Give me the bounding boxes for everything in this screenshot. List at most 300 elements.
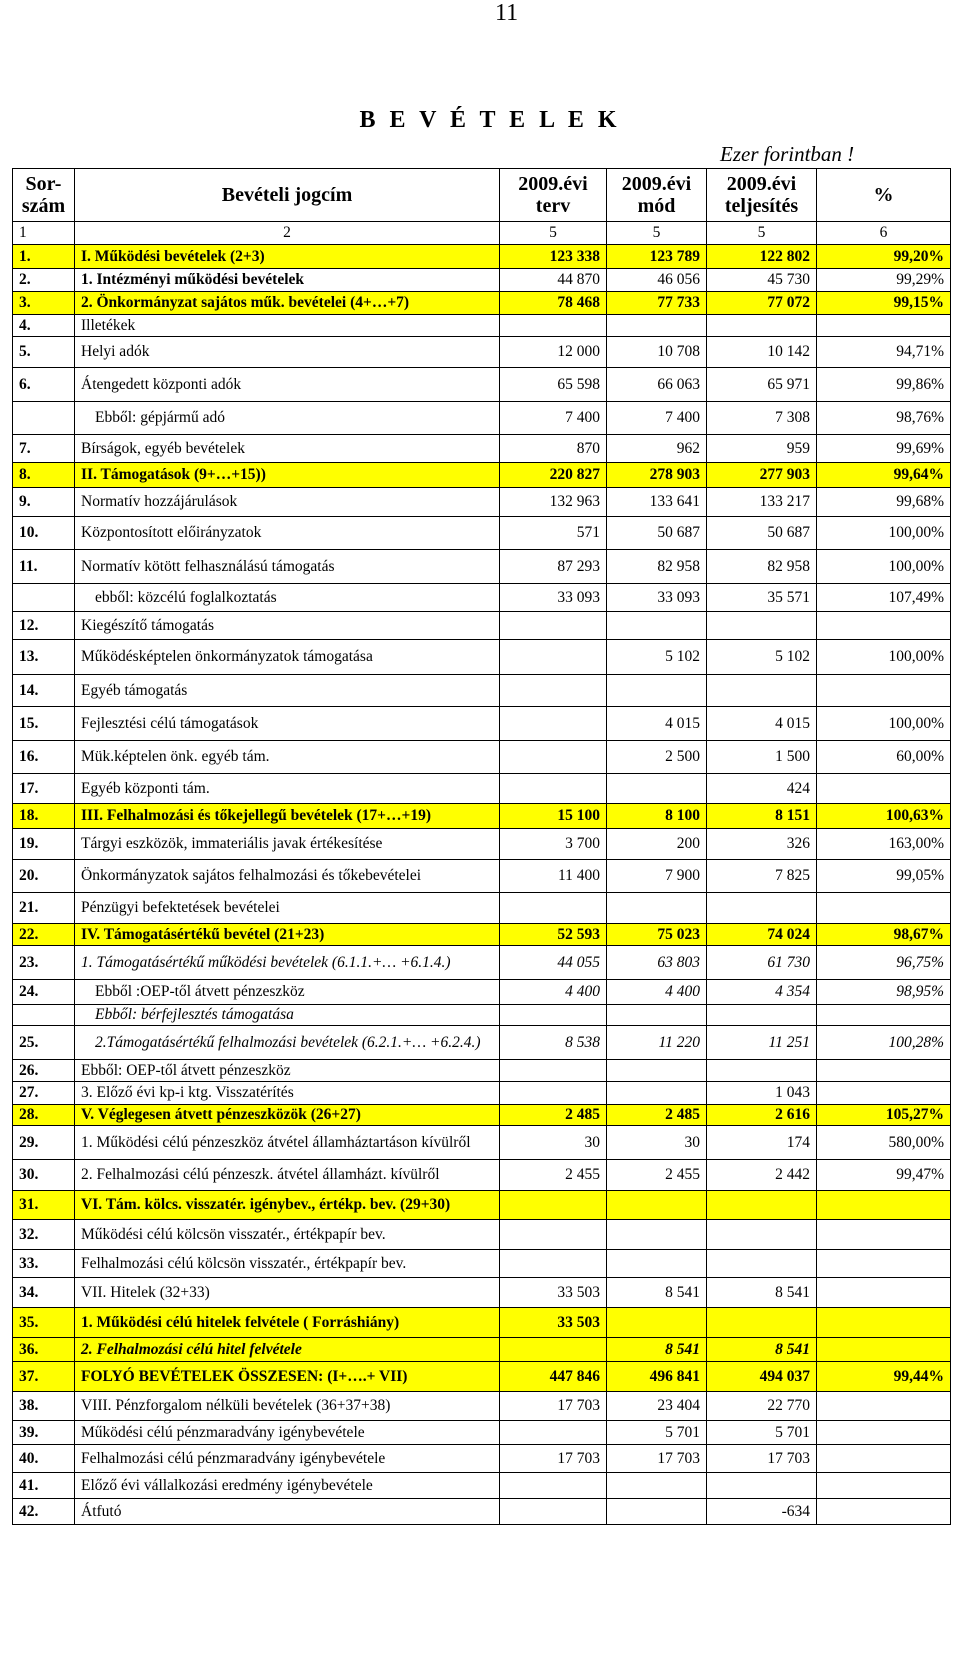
value-terv: 17 703 [500, 1392, 607, 1421]
value-mod: 7 400 [607, 402, 707, 435]
value-pct [817, 1250, 951, 1278]
table-row [13, 893, 951, 924]
row-name: 1. Működési célú pénzeszköz átvétel államháztartáson kívülről [75, 1126, 500, 1160]
table-row [13, 1126, 951, 1160]
table-row [13, 1445, 951, 1473]
table-row [13, 1082, 951, 1105]
row-number: 23. [13, 946, 75, 980]
row-name: 1. Intézményi működési bevételek [75, 269, 500, 292]
value-mod: 33 093 [607, 584, 707, 612]
table-row [13, 517, 951, 550]
value-terv: 220 827 [500, 463, 607, 488]
row-number: 40. [13, 1445, 75, 1473]
value-terv: 44 055 [500, 946, 607, 980]
table-row [13, 946, 951, 980]
value-telj: 494 037 [707, 1362, 817, 1392]
row-number [13, 584, 75, 612]
table-row [13, 1026, 951, 1060]
value-telj: 8 151 [707, 804, 817, 829]
value-pct: 580,00% [817, 1126, 951, 1160]
row-number: 25. [13, 1026, 75, 1060]
value-terv [500, 1060, 607, 1082]
value-mod: 123 789 [607, 245, 707, 269]
table-row [13, 1473, 951, 1499]
value-terv: 8 538 [500, 1026, 607, 1060]
value-telj: 2 442 [707, 1160, 817, 1191]
row-name: Tárgyi eszközök, immateriális javak értékesítése [75, 829, 500, 860]
value-mod: 5 102 [607, 640, 707, 675]
row-number: 38. [13, 1392, 75, 1421]
value-mod: 7 900 [607, 860, 707, 893]
value-telj: 22 770 [707, 1392, 817, 1421]
value-terv: 11 400 [500, 860, 607, 893]
value-telj: 424 [707, 774, 817, 804]
value-pct: 163,00% [817, 829, 951, 860]
table-row [13, 1005, 951, 1026]
value-telj: 277 903 [707, 463, 817, 488]
row-name: Működési célú kölcsön visszatér., értékpapír bev. [75, 1220, 500, 1250]
value-terv: 65 598 [500, 368, 607, 402]
row-number: 5. [13, 337, 75, 368]
value-telj: 4 354 [707, 980, 817, 1005]
row-number: 11. [13, 550, 75, 584]
value-telj [707, 1250, 817, 1278]
row-name: V. Véglegesen átvett pénzeszközök (26+27) [75, 1105, 500, 1126]
value-terv: 571 [500, 517, 607, 550]
row-number: 35. [13, 1308, 75, 1338]
table-row [13, 1220, 951, 1250]
value-pct [817, 1220, 951, 1250]
value-pct: 98,76% [817, 402, 951, 435]
value-terv: 78 468 [500, 292, 607, 315]
value-pct: 98,67% [817, 924, 951, 946]
value-terv [500, 1005, 607, 1026]
value-telj: 61 730 [707, 946, 817, 980]
value-pct [817, 315, 951, 337]
value-pct: 99,86% [817, 368, 951, 402]
row-name: Egyéb központi tám. [75, 774, 500, 804]
value-terv: 2 485 [500, 1105, 607, 1126]
table-row [13, 292, 951, 315]
row-number: 37. [13, 1362, 75, 1392]
row-number: 6. [13, 368, 75, 402]
table-row [13, 1191, 951, 1220]
table-row [13, 924, 951, 946]
value-telj: 959 [707, 435, 817, 463]
colnum-cell: 5 [500, 222, 607, 245]
value-pct [817, 1308, 951, 1338]
value-telj [707, 612, 817, 640]
value-telj: -634 [707, 1499, 817, 1525]
value-mod [607, 1250, 707, 1278]
value-telj: 17 703 [707, 1445, 817, 1473]
row-number: 26. [13, 1060, 75, 1082]
row-number: 9. [13, 488, 75, 517]
value-pct [817, 1421, 951, 1445]
row-name: I. Működési bevételek (2+3) [75, 245, 500, 269]
value-pct: 96,75% [817, 946, 951, 980]
row-number: 4. [13, 315, 75, 337]
value-terv: 132 963 [500, 488, 607, 517]
row-number: 28. [13, 1105, 75, 1126]
value-telj: 174 [707, 1126, 817, 1160]
value-pct: 99,05% [817, 860, 951, 893]
value-terv: 12 000 [500, 337, 607, 368]
table-row [13, 1278, 951, 1308]
row-name: 1. Működési célú hitelek felvétele ( Forráshiány) [75, 1308, 500, 1338]
row-number: 30. [13, 1160, 75, 1191]
row-name: Mük.képtelen önk. egyéb tám. [75, 741, 500, 774]
value-pct: 100,00% [817, 640, 951, 675]
value-mod [607, 1082, 707, 1105]
page-title: B E V É T E L E K [359, 107, 621, 133]
value-mod [607, 612, 707, 640]
table-row [13, 488, 951, 517]
table-row [13, 1499, 951, 1525]
row-name: FOLYÓ BEVÉTELEK ÖSSZESEN: (I+….+ VII) [75, 1362, 500, 1392]
row-number: 19. [13, 829, 75, 860]
value-pct [817, 675, 951, 707]
row-number: 33. [13, 1250, 75, 1278]
value-terv: 15 100 [500, 804, 607, 829]
table-row [13, 640, 951, 675]
row-number: 15. [13, 707, 75, 741]
value-mod: 4 015 [607, 707, 707, 741]
value-pct: 107,49% [817, 584, 951, 612]
value-mod: 8 100 [607, 804, 707, 829]
value-telj: 77 072 [707, 292, 817, 315]
value-terv: 33 503 [500, 1278, 607, 1308]
row-name: Kiegészítő támogatás [75, 612, 500, 640]
value-pct [817, 893, 951, 924]
page-number: 11 [495, 0, 519, 26]
value-mod: 77 733 [607, 292, 707, 315]
value-terv [500, 1220, 607, 1250]
value-pct: 99,15% [817, 292, 951, 315]
value-terv: 30 [500, 1126, 607, 1160]
row-number: 17. [13, 774, 75, 804]
value-mod [607, 1499, 707, 1525]
row-number: 22. [13, 924, 75, 946]
table-row [13, 707, 951, 741]
table-row [13, 774, 951, 804]
value-telj: 65 971 [707, 368, 817, 402]
row-name: Átengedett központi adók [75, 368, 500, 402]
row-name: VII. Hitelek (32+33) [75, 1278, 500, 1308]
value-terv: 33 093 [500, 584, 607, 612]
value-terv [500, 774, 607, 804]
value-terv: 447 846 [500, 1362, 607, 1392]
value-terv: 87 293 [500, 550, 607, 584]
value-mod: 278 903 [607, 463, 707, 488]
table-row [13, 980, 951, 1005]
table-row [13, 1160, 951, 1191]
value-mod [607, 1060, 707, 1082]
row-number: 10. [13, 517, 75, 550]
row-number: 34. [13, 1278, 75, 1308]
value-pct: 100,00% [817, 517, 951, 550]
value-telj: 5 102 [707, 640, 817, 675]
row-number [13, 402, 75, 435]
value-terv: 7 400 [500, 402, 607, 435]
value-mod: 50 687 [607, 517, 707, 550]
table-row [13, 1105, 951, 1126]
row-name: Felhalmozási célú kölcsön visszatér., értékpapír bev. [75, 1250, 500, 1278]
value-mod: 5 701 [607, 1421, 707, 1445]
value-telj: 11 251 [707, 1026, 817, 1060]
colnum-cell: 5 [707, 222, 817, 245]
table-row [13, 550, 951, 584]
value-terv [500, 1338, 607, 1362]
table-row [13, 402, 951, 435]
revenue-table [12, 168, 951, 1525]
row-number: 39. [13, 1421, 75, 1445]
header-mod: 2009.évi mód [607, 169, 707, 222]
value-terv [500, 1499, 607, 1525]
value-mod [607, 315, 707, 337]
value-mod [607, 774, 707, 804]
value-mod: 75 023 [607, 924, 707, 946]
value-pct: 94,71% [817, 337, 951, 368]
row-number: 21. [13, 893, 75, 924]
table-row [13, 1250, 951, 1278]
row-name: II. Támogatások (9+…+15)) [75, 463, 500, 488]
row-number: 1. [13, 245, 75, 269]
table-row [13, 269, 951, 292]
value-telj [707, 893, 817, 924]
table-row [13, 612, 951, 640]
value-telj: 50 687 [707, 517, 817, 550]
value-terv [500, 1421, 607, 1445]
row-name: ebből: közcélú foglalkoztatás [75, 584, 500, 612]
row-name: Illetékek [75, 315, 500, 337]
value-mod [607, 1473, 707, 1499]
row-number: 42. [13, 1499, 75, 1525]
value-pct: 98,95% [817, 980, 951, 1005]
value-pct: 99,64% [817, 463, 951, 488]
row-number: 12. [13, 612, 75, 640]
value-terv [500, 741, 607, 774]
value-pct: 60,00% [817, 741, 951, 774]
row-number: 2. [13, 269, 75, 292]
table-row [13, 829, 951, 860]
column-number-row [13, 222, 951, 245]
value-telj [707, 1060, 817, 1082]
value-pct: 99,20% [817, 245, 951, 269]
table-row [13, 1362, 951, 1392]
value-terv: 123 338 [500, 245, 607, 269]
row-number: 36. [13, 1338, 75, 1362]
row-number: 8. [13, 463, 75, 488]
value-telj: 1 043 [707, 1082, 817, 1105]
row-name: 2.Támogatásértékű felhalmozási bevételek (6.2.1.+… +6.2.4.) [75, 1026, 500, 1060]
value-telj: 8 541 [707, 1278, 817, 1308]
value-telj: 82 958 [707, 550, 817, 584]
value-mod: 2 500 [607, 741, 707, 774]
colnum-cell: 1 [13, 222, 75, 245]
colnum-cell: 2 [75, 222, 500, 245]
row-number: 27. [13, 1082, 75, 1105]
header-name: Bevételi jogcím [75, 169, 500, 222]
table-row [13, 1308, 951, 1338]
value-terv [500, 1191, 607, 1220]
value-mod: 46 056 [607, 269, 707, 292]
value-mod: 23 404 [607, 1392, 707, 1421]
value-telj [707, 1191, 817, 1220]
value-terv: 4 400 [500, 980, 607, 1005]
table-row [13, 804, 951, 829]
value-pct [817, 1338, 951, 1362]
table-row [13, 741, 951, 774]
row-name: Helyi adók [75, 337, 500, 368]
row-name: 3. Előző évi kp-i ktg. Visszatérítés [75, 1082, 500, 1105]
row-name: Normatív hozzájárulások [75, 488, 500, 517]
value-telj: 10 142 [707, 337, 817, 368]
value-telj: 8 541 [707, 1338, 817, 1362]
value-telj: 7 308 [707, 402, 817, 435]
value-pct: 99,29% [817, 269, 951, 292]
table-row [13, 245, 951, 269]
header-telj: 2009.évi teljesítés [707, 169, 817, 222]
value-pct [817, 1473, 951, 1499]
value-mod [607, 1308, 707, 1338]
value-mod: 133 641 [607, 488, 707, 517]
row-name: Működési célú pénzmaradvány igénybevétele [75, 1421, 500, 1445]
value-telj: 45 730 [707, 269, 817, 292]
row-name: Pénzügyi befektetések bevételei [75, 893, 500, 924]
value-terv [500, 1250, 607, 1278]
table-row [13, 1421, 951, 1445]
colnum-cell: 5 [607, 222, 707, 245]
row-number: 3. [13, 292, 75, 315]
colnum-cell: 6 [817, 222, 951, 245]
value-mod: 200 [607, 829, 707, 860]
table-row [13, 860, 951, 893]
value-telj: 35 571 [707, 584, 817, 612]
value-terv: 33 503 [500, 1308, 607, 1338]
value-terv: 3 700 [500, 829, 607, 860]
row-name: VI. Tám. kölcs. visszatér. igénybev., értékp. bev. (29+30) [75, 1191, 500, 1220]
table-row [13, 337, 951, 368]
row-number: 18. [13, 804, 75, 829]
row-name: Működésképtelen önkormányzatok támogatása [75, 640, 500, 675]
value-mod [607, 675, 707, 707]
table-row [13, 1060, 951, 1082]
value-telj [707, 675, 817, 707]
row-number: 14. [13, 675, 75, 707]
table-row [13, 315, 951, 337]
value-mod: 2 455 [607, 1160, 707, 1191]
value-telj: 122 802 [707, 245, 817, 269]
row-name: III. Felhalmozási és tőkejellegű bevételek (17+…+19) [75, 804, 500, 829]
value-telj: 74 024 [707, 924, 817, 946]
row-number: 29. [13, 1126, 75, 1160]
value-pct [817, 1191, 951, 1220]
value-telj: 2 616 [707, 1105, 817, 1126]
value-pct: 100,63% [817, 804, 951, 829]
value-mod: 2 485 [607, 1105, 707, 1126]
value-mod: 10 708 [607, 337, 707, 368]
row-name: Fejlesztési célú támogatások [75, 707, 500, 741]
value-pct [817, 1060, 951, 1082]
value-terv [500, 893, 607, 924]
row-number [13, 1005, 75, 1026]
value-terv [500, 675, 607, 707]
value-mod [607, 1220, 707, 1250]
row-number: 32. [13, 1220, 75, 1250]
value-telj: 7 825 [707, 860, 817, 893]
row-name: Egyéb támogatás [75, 675, 500, 707]
value-telj: 4 015 [707, 707, 817, 741]
value-telj [707, 1220, 817, 1250]
value-terv [500, 315, 607, 337]
value-telj [707, 1308, 817, 1338]
value-pct: 99,68% [817, 488, 951, 517]
row-name: Átfutó [75, 1499, 500, 1525]
row-name: Ebből: bérfejlesztés támogatása [75, 1005, 500, 1026]
value-telj: 133 217 [707, 488, 817, 517]
row-number: 7. [13, 435, 75, 463]
row-name: 1. Támogatásértékű működési bevételek (6.1.1.+… +6.1.4.) [75, 946, 500, 980]
value-terv [500, 612, 607, 640]
row-name: Bírságok, egyéb bevételek [75, 435, 500, 463]
row-name: Előző évi vállalkozási eredmény igénybevétele [75, 1473, 500, 1499]
table-row [13, 463, 951, 488]
value-pct: 99,69% [817, 435, 951, 463]
table-row [13, 368, 951, 402]
value-terv: 870 [500, 435, 607, 463]
row-name: Felhalmozási célú pénzmaradvány igénybevétele [75, 1445, 500, 1473]
value-mod: 66 063 [607, 368, 707, 402]
value-mod: 4 400 [607, 980, 707, 1005]
value-terv [500, 640, 607, 675]
value-pct [817, 1392, 951, 1421]
table-row [13, 1392, 951, 1421]
row-number: 13. [13, 640, 75, 675]
value-mod: 63 803 [607, 946, 707, 980]
row-name: Normatív kötött felhasználású támogatás [75, 550, 500, 584]
row-number: 31. [13, 1191, 75, 1220]
header-terv: 2009.évi terv [500, 169, 607, 222]
value-pct: 99,47% [817, 1160, 951, 1191]
value-telj: 1 500 [707, 741, 817, 774]
value-telj [707, 315, 817, 337]
value-pct: 105,27% [817, 1105, 951, 1126]
unit-note: Ezer forintban ! [720, 142, 855, 166]
value-telj [707, 1473, 817, 1499]
table-row [13, 584, 951, 612]
value-terv: 2 455 [500, 1160, 607, 1191]
row-name: 2. Felhalmozási célú hitel felvétele [75, 1338, 500, 1362]
row-name: Ebből: gépjármű adó [75, 402, 500, 435]
row-number: 41. [13, 1473, 75, 1499]
value-mod: 8 541 [607, 1278, 707, 1308]
row-name: VIII. Pénzforgalom nélküli bevételek (36+37+38) [75, 1392, 500, 1421]
value-terv: 17 703 [500, 1445, 607, 1473]
value-pct: 99,44% [817, 1362, 951, 1392]
value-mod: 82 958 [607, 550, 707, 584]
row-name: 2. Önkormányzat sajátos műk. bevételei (4+…+7) [75, 292, 500, 315]
row-number: 20. [13, 860, 75, 893]
value-mod: 17 703 [607, 1445, 707, 1473]
row-number: 16. [13, 741, 75, 774]
value-mod: 8 541 [607, 1338, 707, 1362]
value-telj: 5 701 [707, 1421, 817, 1445]
row-number: 24. [13, 980, 75, 1005]
row-name: 2. Felhalmozási célú pénzeszk. átvétel államházt. kívülről [75, 1160, 500, 1191]
value-pct [817, 1278, 951, 1308]
value-pct [817, 612, 951, 640]
